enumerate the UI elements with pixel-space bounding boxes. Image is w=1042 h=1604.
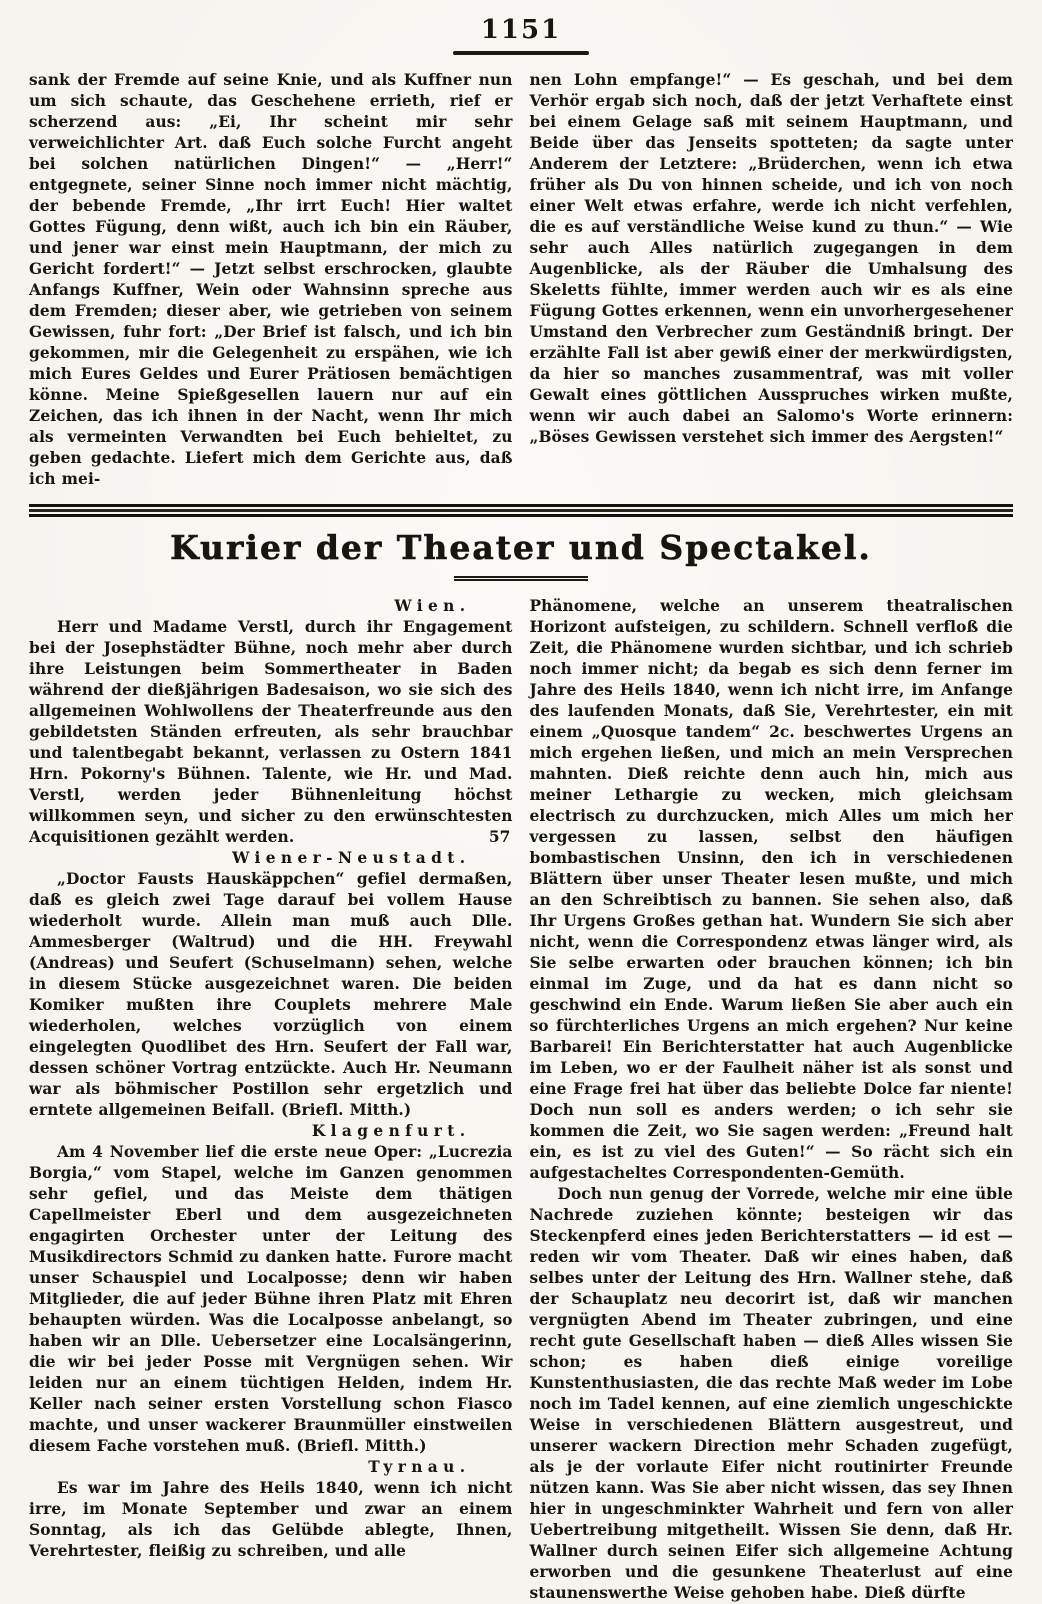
article-body-wiener-neustadt: „Doctor Fausts Hauskäppchen“ gefiel dermaßen, daß es gleich zwei Tage darauf bei vollem Hause wiederholt wurde. Allein man muß auch Dlle. Ammesberger (Waltrud) und die HH. Freywahl (Andreas) und Seufert (Schuselmann) sehen, welche in diesem Stücke ausgezeichnet waren. Die beiden Komiker mußten ihre Couplets mehrere Male wiederholen, welches vorzüglich von einem eingelegten Quodlibet des Hrn. Seufert der Fall war, dessen schöner Vortrag entzückte. Auch Hr. Neumann war als böhmischer Postillon sehr ergetzlich und erntete allgemeinen Beifall. (Briefl. Mitth.) xyxy=(29,870,513,1120)
courier-left-column xyxy=(29,596,513,1604)
story-text: sank der Fremde auf seine Knie, und als Kuffner nun um sich schaute, das Geschehene errieth, rief er scherzend aus: „Ei, Ihr scheint mir sehr verweichlichter Art. daß Euch solche Furcht angeht bei solchen natürlichen Dingen!“ — „Herr!“ entgegnete, seiner Sinne noch immer nicht mächtig, der bebende Fremde, „Ihr irrt Euch! Hier waltet Gottes Fügung, denn wißt, auch ich bin ein Räuber, und jener war einst mein Hauptmann, der mich zu Gericht fordert!“ — Jetzt selbst erschrocken, glaubte Anfangs Kuffner, Wein oder Wahnsinn spreche aus dem Fremden; dieser aber, wie getrieben von seinem Gewissen, fuhr fort: „Der Brief ist falsch, und ich bin gekommen, mir die Gelegenheit zu erspähen, wie ich mich Eures Geldes und Eurer Prätiosen bemächtigen könne. Meine Spießgesellen lauern nur auf ein Zeichen, das ich ihnen in der Nacht, wenn Ihr mich als vermeinten Verwandten bei Euch behieltet, zu geben gedachte. Liefert mich dem Gerichte aus, daß ich mei- xyxy=(29,70,513,488)
section-masthead-title: Kurier der Theater und Spectakel. xyxy=(170,527,872,567)
top-story-left-column xyxy=(29,70,513,490)
article-series-number: 57 xyxy=(488,828,511,847)
article-body-wien: Herr und Madame Verstl, durch ihr Engagement bei der Josephstädter Bühne, noch mehr aber durch ihre Leistungen beim Sommertheater in Baden während der dießjährigen Badesaison, wo sie sich des allgemeinen Wohlwollens der Theaterfreunde aus den gebildetsten Ständen erfreuten, als sehr brauchbar und talentbegabt bekannt, verlassen zu Ostern 1841 Hrn. Pokorny's Bühnen. Talente, wie Hr. und Mad. Verstl, werden jeder Bühnenleitung höchst willkommen seyn, und sicher zu den erwünschtesten Acquisitionen gezählt werden. xyxy=(29,618,513,847)
courier-columns xyxy=(29,596,1013,1604)
article-dateline-wien: Wien. xyxy=(394,597,471,616)
article-dateline-wiener-neustadt: Wiener-Neustadt. xyxy=(232,849,471,868)
top-story-right-column xyxy=(530,70,1014,490)
courier-right-column xyxy=(530,596,1014,1604)
top-story-columns xyxy=(29,70,1013,490)
page-number-rule xyxy=(453,51,589,55)
article-body-klagenfurt: Am 4 November lief die erste neue Oper: „Lucrezia Borgia,“ vom Stapel, welche im Ganzen genommen sehr gefiel, und das Meiste dem thätigen Capellmeister Eberl und dem ausgezeichneten engagirten Orchester unter der Leitung des Musikdirectors Schmid zu danken hatte. Furore macht unser Schauspiel und Localposse; denn wir haben Mitglieder, die auf jeder Bühne ihren Platz mit Ehren behaupten würden. Was die Localposse anbelangt, so haben wir an Dlle. Uebersetzer eine Localsängerinn, die wir bei jeder Posse mit Vergnügen sehen. Wir leiden nur an einem tüchtigen Helden, indem Hr. Keller nach seiner ersten Vorstellung schon Fiasco machte, und unser wackerer Braunmüller einstweilen diesem Fache vorstehen muß. (Briefl. Mitth.) xyxy=(29,1143,513,1456)
page-number: 1151 xyxy=(480,15,562,45)
section-divider-rule xyxy=(29,504,1013,517)
article-body-tyrnau-continuation-2: Doch nun genug der Vorrede, welche mir eine üble Nachrede zuziehen könnte; besteigen wir das Steckenpferd eines jeden Berichterstatters — id est — reden wir vom Theater. Daß wir eines haben, daß selbes unter der Leitung des Hrn. Wallner stehe, daß der Schauplatz neu decorirt ist, daß wir manchen vergnügten Abend im Theater zubringen, und eine recht gute Gesellschaft haben — dieß Alles wissen Sie schon; es haben dieß einige voreilige Kunstenthusiasten, die das rechte Maß weder im Lobe noch im Tadel kennen, auf eine ziemlich ungeschickte Weise in verschiedenen Blättern ausgestreut, und unserer wackern Direction mehr Schaden zugefügt, als je der vorlaute Eifer nicht routinirter Freunde nützen kann. Was Sie aber nicht wissen, das sey Ihnen hier in ungeschminkter Wahrheit und fern von aller Uebertreibung mitgetheilt. Wissen Sie denn, daß Hr. Wallner durch seinen Eifer sich allgemeine Achtung erworben und die gesunkene Theaterlust auf eine staunenswerthe Weise gehoben habe. Dieß dürfte xyxy=(529,1185,1013,1603)
article-dateline-klagenfurt: Klagenfurt. xyxy=(311,1122,471,1141)
article-body-tyrnau-continuation: Phänomene, welche an unserem theatralischen Horizont aufsteigen, zu schildern. Schnell verfloß die Zeit, die Phänomene wurden sichtbar, und ich schrieb noch immer nicht; da begab es sich denn ferner im Jahre des Heils 1840, wenn ich nicht irre, im Anfange des laufenden Monats, daß Sie, Verehrtester, ein mit einem „Quosque tandem“ 2c. beschwertes Urgens an mich ergehen ließen, und mich an mein Versprechen mahnten. Dieß reichte denn auch hin, mich aus meiner Lethargie zu wecken, mich gleichsam electrisch zu durchzucken, mich Alles um mich her vergessen zu lassen, selbst den häufigen bombastischen Unsinn, den ich in verschiedenen Blättern über unser Theater lesen mußte, und mich an den Schreibtisch zu bannen. Sie sehen also, daß Ihr Urgens Großes gethan hat. Wundern Sie sich aber nicht, wenn die Correspondenz etwas länger wird, als Sie selbe erwarten oder brauchen können; ich bin einmal im Zuge, und da hat es dann nicht so geschwind ein Ende. Warum ließen Sie aber auch ein so fürchterliches Urgens an mich ergehen? Nur keine Barbarei! Ein Berichterstatter hat auch Augenblicke im Leben, wo er der Faulheit näher ist als sonst und eine Frage frei hat über das beliebte Dolce far niente! Doch nun soll es anders werden; o ich sehr sie kommen die Zeit, wo Sie sagen werden: „Freund halt ein, es ist zu viel des Guten!“ — So rächt sich ein aufgestacheltes Correspondenten-Gemüth. xyxy=(529,597,1013,1183)
story-text: nen Lohn empfange!“ — Es geschah, und bei dem Verhör ergab sich noch, daß der jetzt Verhaftete einst bei einem Gelage saß mit seinem Hauptmann, und Beide über das Jenseits spotteten; da sagte unter Anderem der Letztere: „Brüderchen, wenn ich etwa früher als Du von hinnen scheide, und ich von noch einer Welt etwas erfahre, werde ich nicht verfehlen, die es auf verständliche Weise kund zu thun.“ — Wie sehr auch Alles natürlich zugegangen in dem Augenblicke, als der Räuber die Umhalsung des Skeletts fühlte, immer werden auch wir es als eine Fügung Gottes erkennen, wenn ein unvorhergesehener Umstand den Verbrecher zum Geständniß bringt. Der erzählte Fall ist aber gewiß einer der merkwürdigsten, da hier so manches zusammentraf, was mit voller Gewalt eines göttlichen Ausspruches wirken mußte, wenn wir auch dabei an Salomo's Worte erinnern: „Böses Gewissen verstehet sich immer des Aergsten!“ xyxy=(529,70,1013,446)
article-body-tyrnau: Es war im Jahre des Heils 1840, wenn ich nicht irre, im Monate September und zwar an einem Sonntag, als ich das Gelübde ablegte, Ihnen, Verehrtester, fleißig zu schreiben, und alle xyxy=(29,1479,513,1561)
masthead-rule xyxy=(454,576,588,581)
article-dateline-tyrnau: Tyrnau. xyxy=(368,1458,471,1477)
